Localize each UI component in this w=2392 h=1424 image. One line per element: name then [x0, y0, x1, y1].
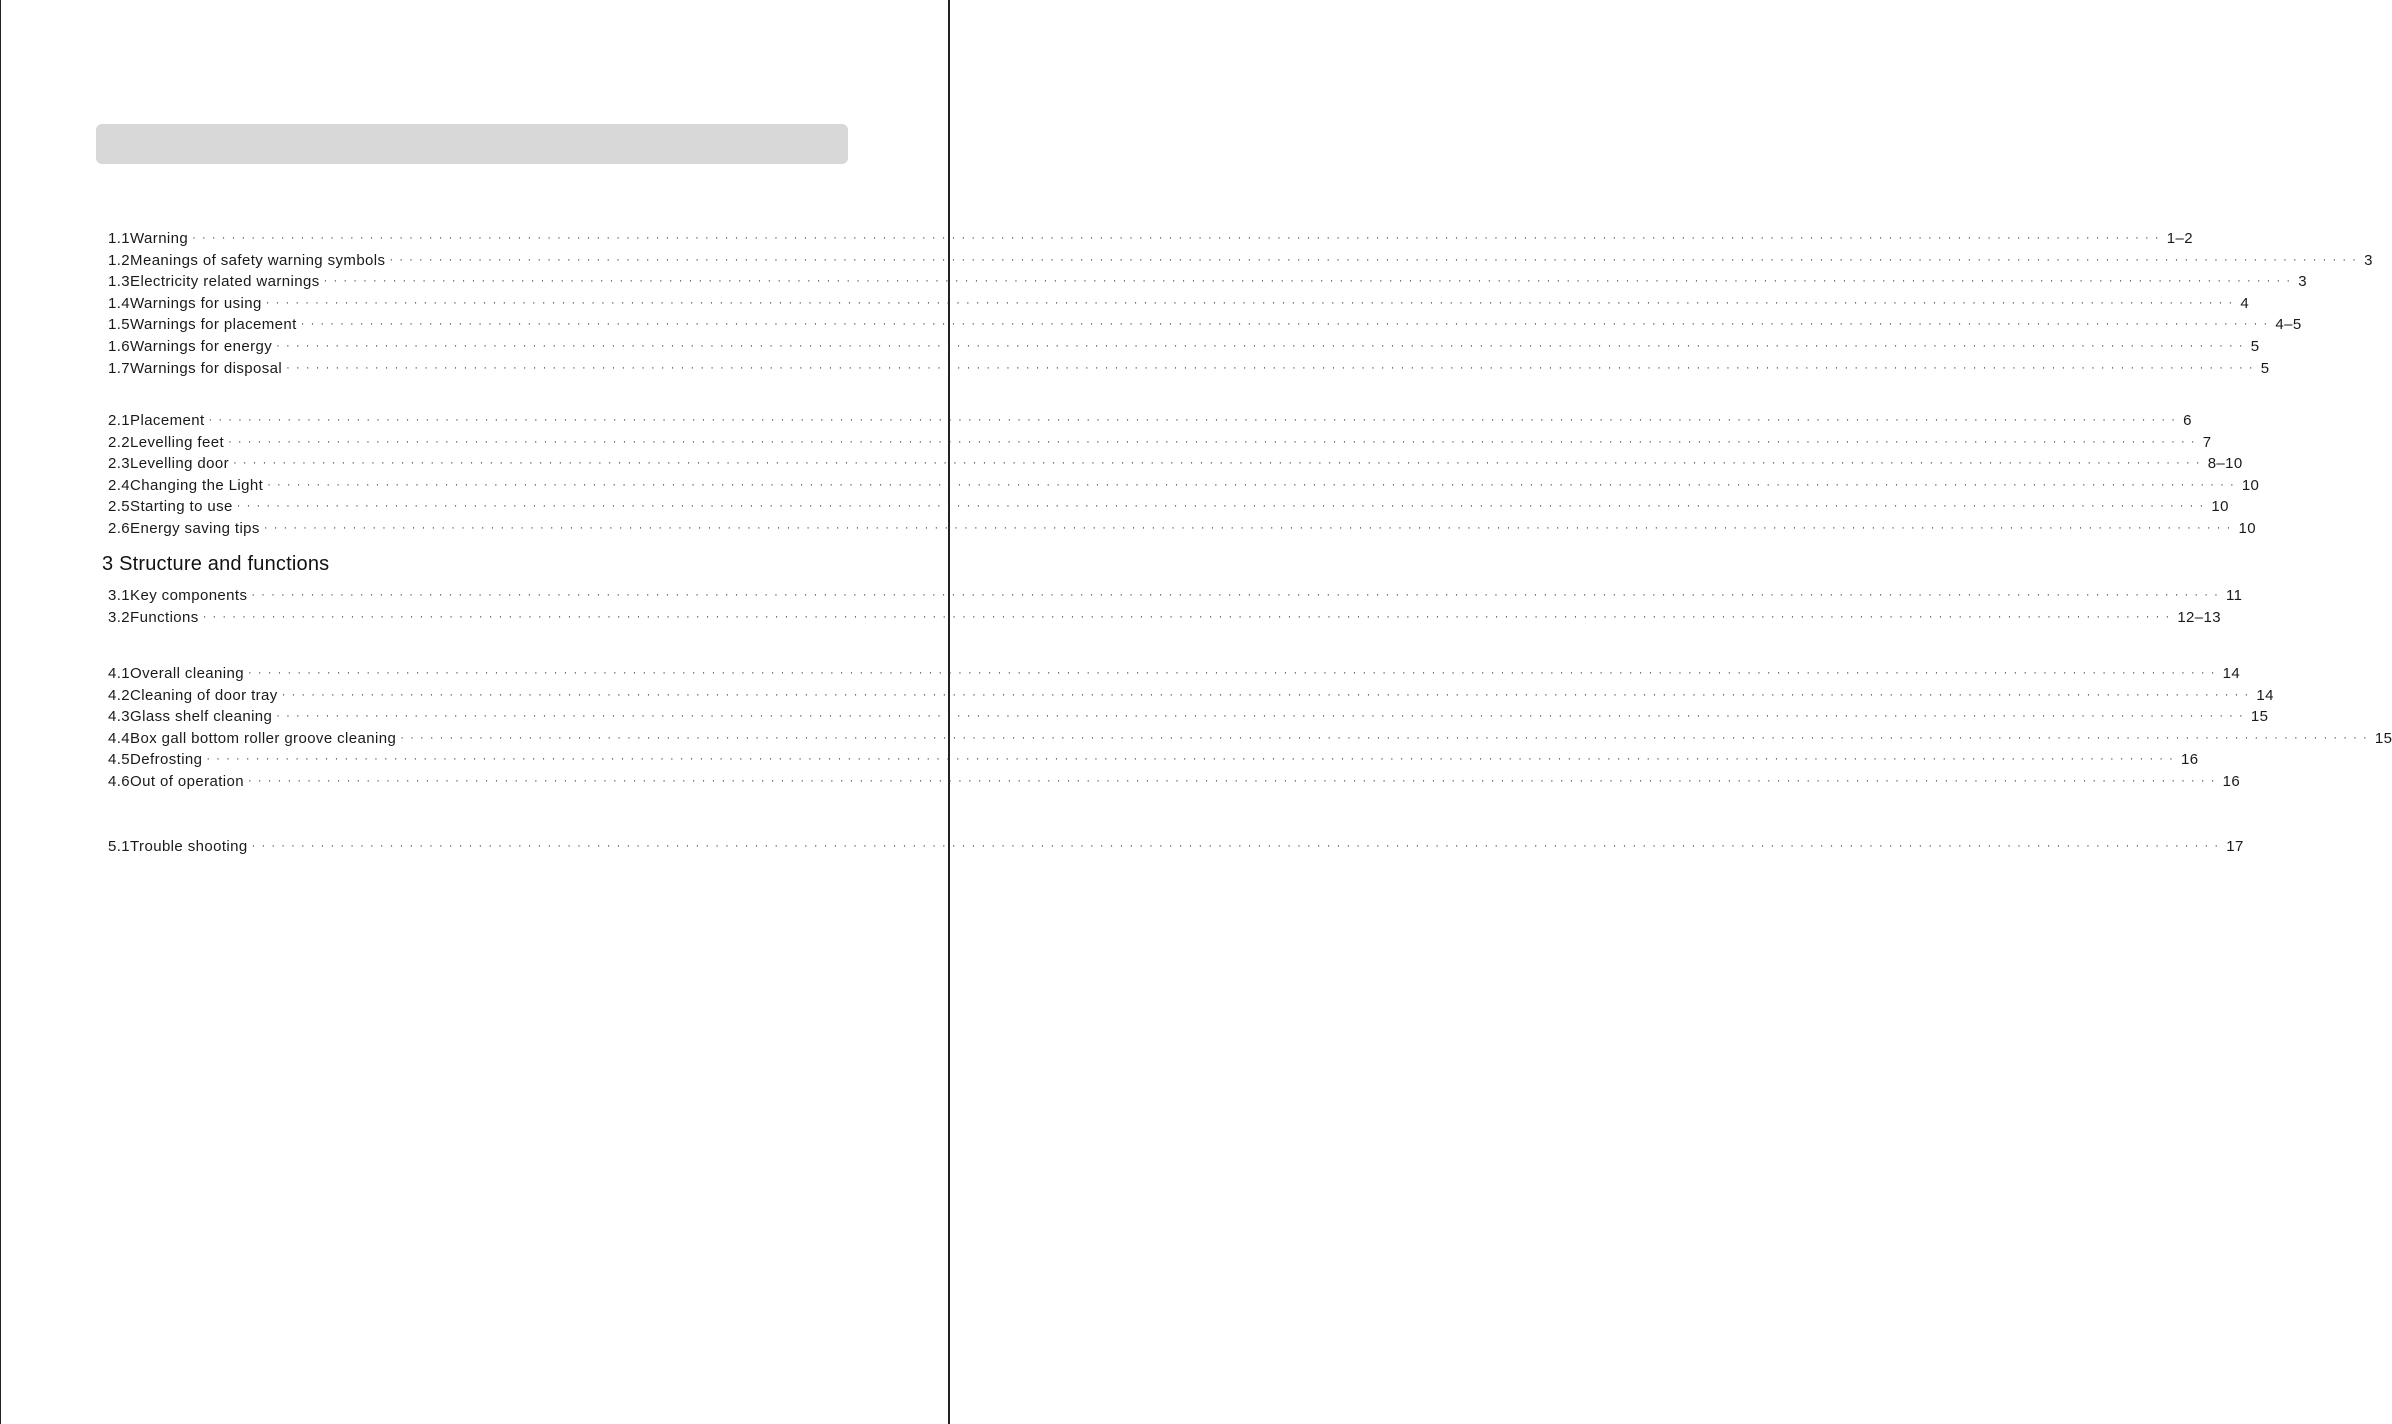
toc-entry-label: 3.1Key components [108, 587, 251, 604]
toc-entry-label: 1.5Warnings for placement [108, 316, 301, 333]
toc-section-3 [108, 587, 2243, 630]
toc-entry-page: 10 [2241, 476, 2260, 494]
dot-leader: ········································································································································································································ [248, 667, 2221, 679]
toc-entry[interactable] [108, 294, 2250, 317]
dot-leader: ········································································································································································································ [265, 296, 2239, 309]
toc-section-5 [108, 838, 2244, 860]
dot-leader: ········································································································································································································ [300, 318, 2274, 331]
dot-leader: ········································································································································································································ [276, 710, 2249, 723]
toc-entry-page: 16 [2222, 772, 2241, 790]
toc-entry-label: 2.4Changing the Light [108, 477, 267, 494]
toc-entry-label: 2.1Placement [108, 412, 209, 429]
toc-entry-label: 2.5Starting to use [108, 498, 237, 515]
toc-entry[interactable] [108, 433, 2212, 456]
toc-entry[interactable] [108, 587, 2243, 609]
toc-entry-page: 3 [2298, 273, 2308, 291]
page-border-left [0, 0, 1, 1424]
toc-entry-page: 15 [2250, 708, 2269, 726]
toc-section-4 [108, 665, 2392, 795]
toc-entry-label: 5.1Trouble shooting [108, 838, 252, 855]
toc-entry-page: 3 [2364, 251, 2373, 269]
toc-entry[interactable] [108, 230, 2194, 252]
toc-section-1 [108, 230, 2373, 381]
toc-entry[interactable] [108, 751, 2199, 773]
dot-leader: ········································································································································································································ [286, 361, 2259, 374]
toc-entry[interactable] [108, 251, 2373, 274]
toc-entry[interactable] [108, 412, 2192, 434]
toc-entry-label: 4.6Out of operation [108, 773, 248, 790]
toc-entry-page: 5 [2260, 359, 2270, 377]
dot-leader: ········································································································································································································ [233, 457, 2206, 470]
section-heading-structure-and-functions: 3 Structure and functions [102, 553, 330, 575]
toc-entry-page: 8–10 [2207, 455, 2243, 473]
toc-entry-label: 1.3Electricity related warnings [108, 273, 324, 290]
dot-leader: ········································································································································································································ [323, 275, 2297, 288]
toc-entry-label: 1.2Meanings of safety warning symbols [108, 252, 389, 269]
toc-entry-label: 4.2Cleaning of door tray [108, 687, 282, 704]
contents-header-bar [96, 124, 848, 164]
toc-entry-page: 4 [2240, 294, 2250, 312]
toc-entry-page: 14 [2222, 665, 2241, 682]
dot-leader: ········································································································································································································ [389, 253, 2363, 266]
toc-entry-label: 1.1Warning [108, 230, 192, 247]
dot-leader: ········································································································································································································ [228, 435, 2201, 448]
dot-leader: ········································································································································································································ [267, 478, 2240, 491]
toc-entry[interactable] [108, 455, 2243, 477]
toc-entry-label: 2.2Levelling feet [108, 434, 228, 451]
toc-entry[interactable] [108, 686, 2274, 709]
dot-leader: ········································································································································································································ [248, 774, 2221, 787]
toc-entry-page: 10 [2211, 498, 2229, 516]
dot-leader: ········································································································································································································ [251, 840, 2225, 852]
dot-leader: ········································································································································································································ [206, 753, 2180, 766]
toc-entry-page: 15 [2374, 729, 2392, 747]
toc-entry-page: 17 [2226, 838, 2244, 855]
dot-leader: ········································································································································································································ [281, 688, 2255, 701]
dot-leader: ········································································································································································································ [202, 610, 2176, 623]
dot-leader: ········································································································································································································ [400, 731, 2373, 744]
dot-leader: ········································································································································································································ [263, 521, 2237, 534]
toc-entry-page: 7 [2202, 433, 2212, 451]
toc-entry[interactable] [108, 708, 2269, 730]
toc-entry-page: 11 [2226, 587, 2243, 604]
dot-leader: ········································································································································································································ [276, 339, 2249, 352]
toc-entry-label: 1.4Warnings for using [108, 295, 266, 312]
toc-entry-page: 14 [2256, 686, 2274, 704]
toc-entry[interactable] [108, 273, 2308, 295]
toc-entry-label: 3.2Functions [108, 609, 203, 626]
toc-entry-label: 1.7Warnings for disposal [108, 360, 286, 377]
toc-entry[interactable] [108, 838, 2244, 860]
toc-entry[interactable] [108, 608, 2222, 631]
toc-entry-label: 4.5Defrosting [108, 751, 206, 768]
toc-entry-label: 2.6Energy saving tips [108, 520, 264, 537]
toc-entry[interactable] [108, 359, 2270, 382]
toc-entry[interactable] [108, 316, 2302, 338]
toc-entry-label: 4.3Glass shelf cleaning [108, 708, 276, 725]
toc-entry-label: 4.1Overall cleaning [108, 665, 248, 682]
toc-entry-page: 6 [2183, 412, 2192, 429]
toc-entry-page: 16 [2181, 751, 2199, 769]
toc-entry-label: 2.3Levelling door [108, 455, 233, 472]
toc-entry-page: 12–13 [2177, 608, 2222, 626]
toc-entry[interactable] [108, 665, 2241, 687]
toc-entry[interactable] [108, 519, 2256, 542]
toc-entry[interactable] [108, 772, 2241, 795]
dot-leader: ········································································································································································································ [208, 414, 2182, 426]
toc-entry-label: 4.4Box gall bottom roller groove cleaning [108, 730, 400, 747]
toc-entry-page: 5 [2250, 337, 2260, 355]
dot-leader: ········································································································································································································ [236, 500, 2210, 513]
dot-leader: ········································································································································································································ [192, 232, 2165, 244]
toc-entry[interactable] [108, 729, 2392, 752]
toc-entry-page: 10 [2238, 519, 2256, 537]
toc-entry-page: 1–2 [2166, 230, 2194, 247]
toc-section-2 [108, 412, 2260, 542]
toc-entry[interactable] [108, 476, 2260, 499]
toc-entry[interactable] [108, 498, 2229, 520]
toc-entry[interactable] [108, 337, 2260, 360]
toc-entry-label: 1.6Warnings for energy [108, 338, 276, 355]
toc-entry-page: 4–5 [2275, 316, 2302, 334]
dot-leader: ········································································································································································································ [251, 589, 2225, 601]
